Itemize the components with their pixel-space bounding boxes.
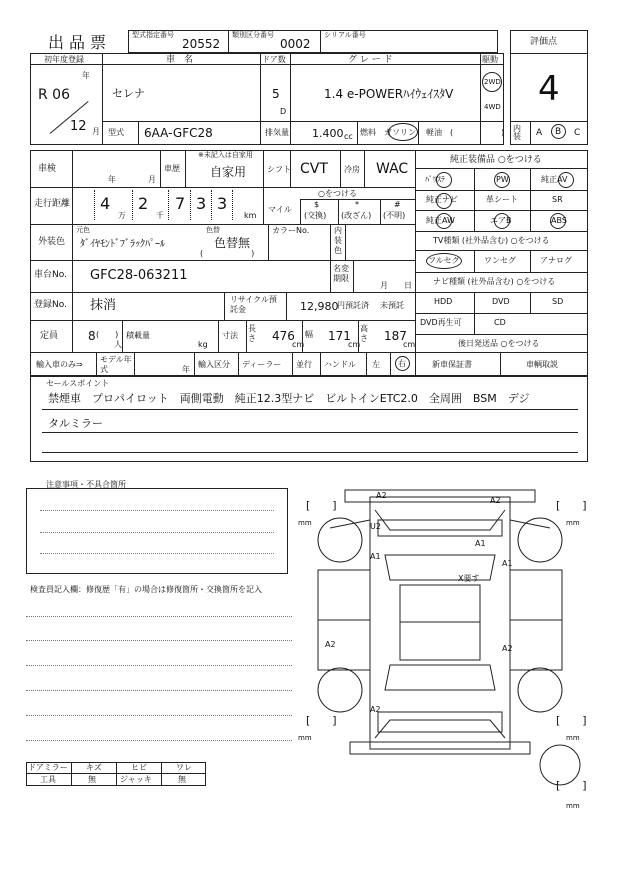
- interior-label: 内装: [513, 124, 521, 141]
- genuine-item-2: PW: [496, 175, 509, 184]
- recycle-not: 未預託: [380, 301, 404, 310]
- damage-mark-4: A1: [370, 552, 381, 561]
- shaken-month-mark: 月: [148, 175, 156, 184]
- genuine-item-7: 純正AW: [426, 216, 455, 225]
- handle-label: ハンドル: [324, 360, 356, 369]
- mileage-digit-5: 3: [217, 194, 228, 213]
- damage-mark-6: A1: [502, 559, 513, 568]
- capacity-paren: ( ): [96, 330, 119, 339]
- form-title: 出品票: [48, 33, 112, 52]
- sales-point-box: [30, 376, 588, 462]
- car-name: セレナ: [112, 87, 145, 100]
- height-value: 187: [384, 329, 407, 343]
- chassis-value: GFC28-063211: [90, 268, 188, 283]
- first-reg-month-mark: 月: [92, 127, 100, 136]
- mileage-check-note: ○をつける: [318, 189, 357, 198]
- sales-line-2: タルミラー: [48, 417, 103, 430]
- orig-color-label: 元色: [76, 226, 90, 234]
- namechange-label: 名変期限: [333, 264, 349, 283]
- mileage-digit-1: 4: [100, 194, 111, 213]
- mileage-sen: 千: [156, 211, 164, 220]
- height-label: 高さ: [360, 324, 368, 343]
- rear-right-wheel: [518, 668, 562, 712]
- length-value: 476: [272, 329, 295, 343]
- dims-label: 寸法: [222, 331, 238, 340]
- missing-row-1: 工具: [40, 775, 56, 784]
- mile-opt2: (改ざん): [341, 211, 372, 220]
- missing-header-3: ヒビ: [131, 763, 147, 772]
- interior-color-label: 内装色: [334, 226, 342, 255]
- missing-row-3: ジャッキ: [120, 775, 152, 784]
- first-reg-era: R 06: [38, 87, 70, 103]
- doors-label: ドア数: [262, 55, 286, 64]
- shaken-year-mark: 年: [108, 175, 116, 184]
- shaken-label: 車検: [38, 164, 57, 174]
- use-label: 車歴: [164, 164, 180, 173]
- mm-rr: mm: [566, 734, 580, 742]
- mileage-digit-3: 7: [175, 194, 186, 213]
- nav-item-2: DVD: [492, 297, 510, 306]
- rating-label: 評価点: [530, 37, 558, 47]
- doors-suffix: D: [280, 107, 287, 116]
- nav-title: ナビ種類 (社外品含む) ○をつける: [433, 277, 556, 286]
- shift-label: シフト: [267, 165, 291, 174]
- type-cert-label: 型式指定番号: [132, 31, 174, 39]
- tv-item-1: フルセグ: [428, 256, 460, 265]
- model-value: 6AA-GFC28: [144, 126, 213, 140]
- color-label: 外装色: [38, 237, 66, 247]
- import-year: 年: [182, 365, 190, 374]
- bracket-rl: [ ]: [306, 714, 337, 727]
- tv-title: TV種類 (社外品含む) ○をつける: [433, 236, 550, 245]
- missing-header-2: キズ: [86, 763, 102, 772]
- mileage-digit-2: 2: [138, 194, 149, 213]
- import-dealer: ディーラー: [242, 360, 282, 369]
- notes-title: 注意事項・不具合箇所: [46, 480, 126, 489]
- genuine-item-5: 革シート: [486, 195, 518, 204]
- genuine-item-8: エアB: [490, 216, 512, 225]
- rating-value: 4: [538, 69, 560, 109]
- interior-b: B: [555, 127, 562, 137]
- recycle-value: 12,980: [300, 300, 339, 313]
- length-cm: cm: [292, 340, 305, 349]
- import-class-label: 輸入区分: [198, 360, 230, 369]
- sales-line-1: 禁煙車 プロパイロット 両側電動 純正12.3型ナビ ビルトインETC2.0 全周囲 BSM デジ: [48, 392, 530, 405]
- model-label: 型式: [108, 128, 124, 137]
- interior-a: A: [536, 128, 543, 138]
- first-reg-label: 初年度登録: [44, 55, 84, 64]
- type-cert-value: 20552: [182, 37, 221, 51]
- first-reg-month: 12: [70, 119, 87, 134]
- import-parallel: 並行: [296, 360, 312, 369]
- mile-label: マイル: [268, 205, 292, 214]
- ac-label: 冷房: [344, 165, 360, 174]
- use-value: 自家用: [210, 165, 247, 179]
- colorno-label: カラーNo.: [272, 226, 310, 235]
- registration-value: 抹消: [90, 298, 117, 313]
- mile-opt3: (不明): [383, 211, 406, 220]
- mm-rl: mm: [298, 734, 312, 742]
- mile-opt1: (交換): [304, 211, 327, 220]
- doors-value: 5: [272, 87, 280, 101]
- mileage-label: 走行距離: [34, 199, 71, 209]
- bracket-fr: [ ]: [556, 499, 587, 512]
- width-value: 171: [328, 329, 351, 343]
- post-item-1: 新車保証書: [432, 360, 472, 369]
- drive-4wd: 4WD: [484, 103, 501, 111]
- post-title: 後日発送品 ○をつける: [458, 339, 540, 348]
- mile-opt1-mark: $: [314, 200, 320, 209]
- mm-fl: mm: [298, 519, 312, 527]
- drive-2wd: 2WD: [484, 78, 501, 86]
- orig-color-value: ﾀﾞｲﾔﾓﾝﾄﾞﾌﾞﾗｯｸﾊﾟｰﾙ: [80, 239, 165, 250]
- bracket-fl: [ ]: [306, 499, 337, 512]
- nav-item-4: DVD再生可: [420, 318, 462, 327]
- use-note: ※未記入は自家用: [198, 151, 253, 159]
- recycle-label: リサイクル預託金: [230, 295, 277, 314]
- displacement-value: 1.400: [312, 127, 344, 140]
- notes-box: [26, 488, 288, 574]
- fuel-paren: ( ): [450, 128, 505, 137]
- post-item-2: 車輌取説: [526, 360, 558, 369]
- mile-opt3-mark: #: [394, 200, 401, 209]
- width-cm: cm: [348, 340, 361, 349]
- chassis-label: 車台No.: [34, 270, 67, 280]
- mm-spare: mm: [566, 802, 580, 810]
- grade-value: 1.4 e-POWERﾊｲｳｪｲｽﾀV: [324, 87, 454, 101]
- damage-mark-3: U2: [370, 522, 381, 531]
- handle-left: 左: [372, 360, 380, 369]
- width-label: 幅: [305, 330, 313, 339]
- rear-left-wheel: [318, 668, 362, 712]
- missing-row-2: 無: [88, 775, 96, 784]
- repaint-label: 色替: [206, 226, 220, 234]
- damage-mark-10: A2: [370, 705, 381, 714]
- height-cm: cm: [403, 340, 416, 349]
- length-label: 長さ: [248, 324, 256, 343]
- genuine-item-6: SR: [552, 195, 563, 204]
- bracket-spare: [ ]: [556, 779, 587, 792]
- mile-opt2-mark: *: [355, 200, 359, 209]
- sales-title: セールスポイント: [46, 379, 110, 388]
- genuine-item-3: 純正AV: [541, 175, 568, 184]
- damage-mark-5: A1: [475, 539, 486, 548]
- tv-item-2: ワンセグ: [484, 256, 516, 265]
- inspector-title: 検査員記入欄：修復歴「有」の場合は修復箇所・交換箇所を記入: [30, 585, 262, 594]
- interior-c: C: [574, 128, 581, 138]
- first-reg-year-mark: 年: [82, 71, 90, 80]
- import-label: 輸入車のみ⇒: [36, 360, 83, 369]
- namechange-month: 月: [380, 281, 388, 290]
- recycle-unit: 円預託済: [337, 301, 369, 310]
- damage-mark-2: A2: [490, 496, 501, 505]
- shift-value: CVT: [300, 161, 328, 177]
- genuine-item-4: 純正ナビ: [426, 195, 458, 204]
- namechange-day: 日: [404, 281, 412, 290]
- capacity-person: 人: [114, 340, 122, 349]
- drive-label: 駆動: [482, 55, 498, 64]
- serial-label: シリアル番号: [324, 31, 366, 39]
- nav-item-5: CD: [494, 318, 506, 327]
- car-damage-diagram: [290, 480, 610, 815]
- car-name-label: 車 名: [166, 55, 194, 65]
- genuine-title: 純正装備品 ○をつける: [450, 155, 542, 165]
- registration-label: 登録No.: [34, 300, 67, 310]
- genuine-item-1: ﾊﾟﾜｽﾃ: [425, 175, 445, 184]
- class-label: 類別区分番号: [232, 31, 274, 39]
- nav-item-3: SD: [552, 297, 564, 306]
- fuel-light: 軽油: [426, 128, 442, 137]
- front-right-wheel: [518, 518, 562, 562]
- missing-header-4: ワレ: [176, 763, 192, 772]
- damage-mark-1: A2: [376, 491, 387, 500]
- grade-label: グ レ ー ド: [348, 55, 393, 65]
- missing-header-1: ドアミラー: [28, 763, 68, 772]
- bracket-rr: [ ]: [556, 714, 587, 727]
- front-left-wheel: [318, 518, 362, 562]
- mileage-man: 万: [118, 211, 126, 220]
- damage-mark-8: A2: [325, 640, 336, 649]
- mm-fr: mm: [566, 519, 580, 527]
- class-value: 0002: [280, 37, 311, 51]
- mileage-km: km: [244, 211, 257, 220]
- load-label: 積載量: [126, 331, 150, 340]
- capacity-value: 8: [88, 329, 96, 343]
- repaint-value: 色替無: [214, 236, 251, 250]
- tv-item-3: アナログ: [540, 256, 572, 265]
- repaint-paren: ( ): [200, 249, 255, 258]
- displacement-unit: cc: [344, 132, 353, 141]
- handle-right: 右: [398, 359, 406, 368]
- damage-mark-9: A2: [502, 644, 513, 653]
- nav-item-1: HDD: [434, 297, 453, 306]
- ac-value: WAC: [376, 161, 409, 177]
- fuel-label: 燃料: [360, 128, 376, 137]
- missing-row-4: 無: [178, 775, 186, 784]
- load-kg: kg: [198, 340, 208, 349]
- genuine-item-9: ABS: [551, 216, 567, 225]
- capacity-label: 定員: [40, 331, 59, 341]
- displacement-label: 排気量: [265, 128, 289, 137]
- damage-mark-7: X要す: [458, 574, 480, 583]
- fuel-gas: ガソリン: [384, 128, 416, 137]
- mileage-digit-4: 3: [196, 194, 207, 213]
- model-year-label: モデル年式: [100, 355, 132, 374]
